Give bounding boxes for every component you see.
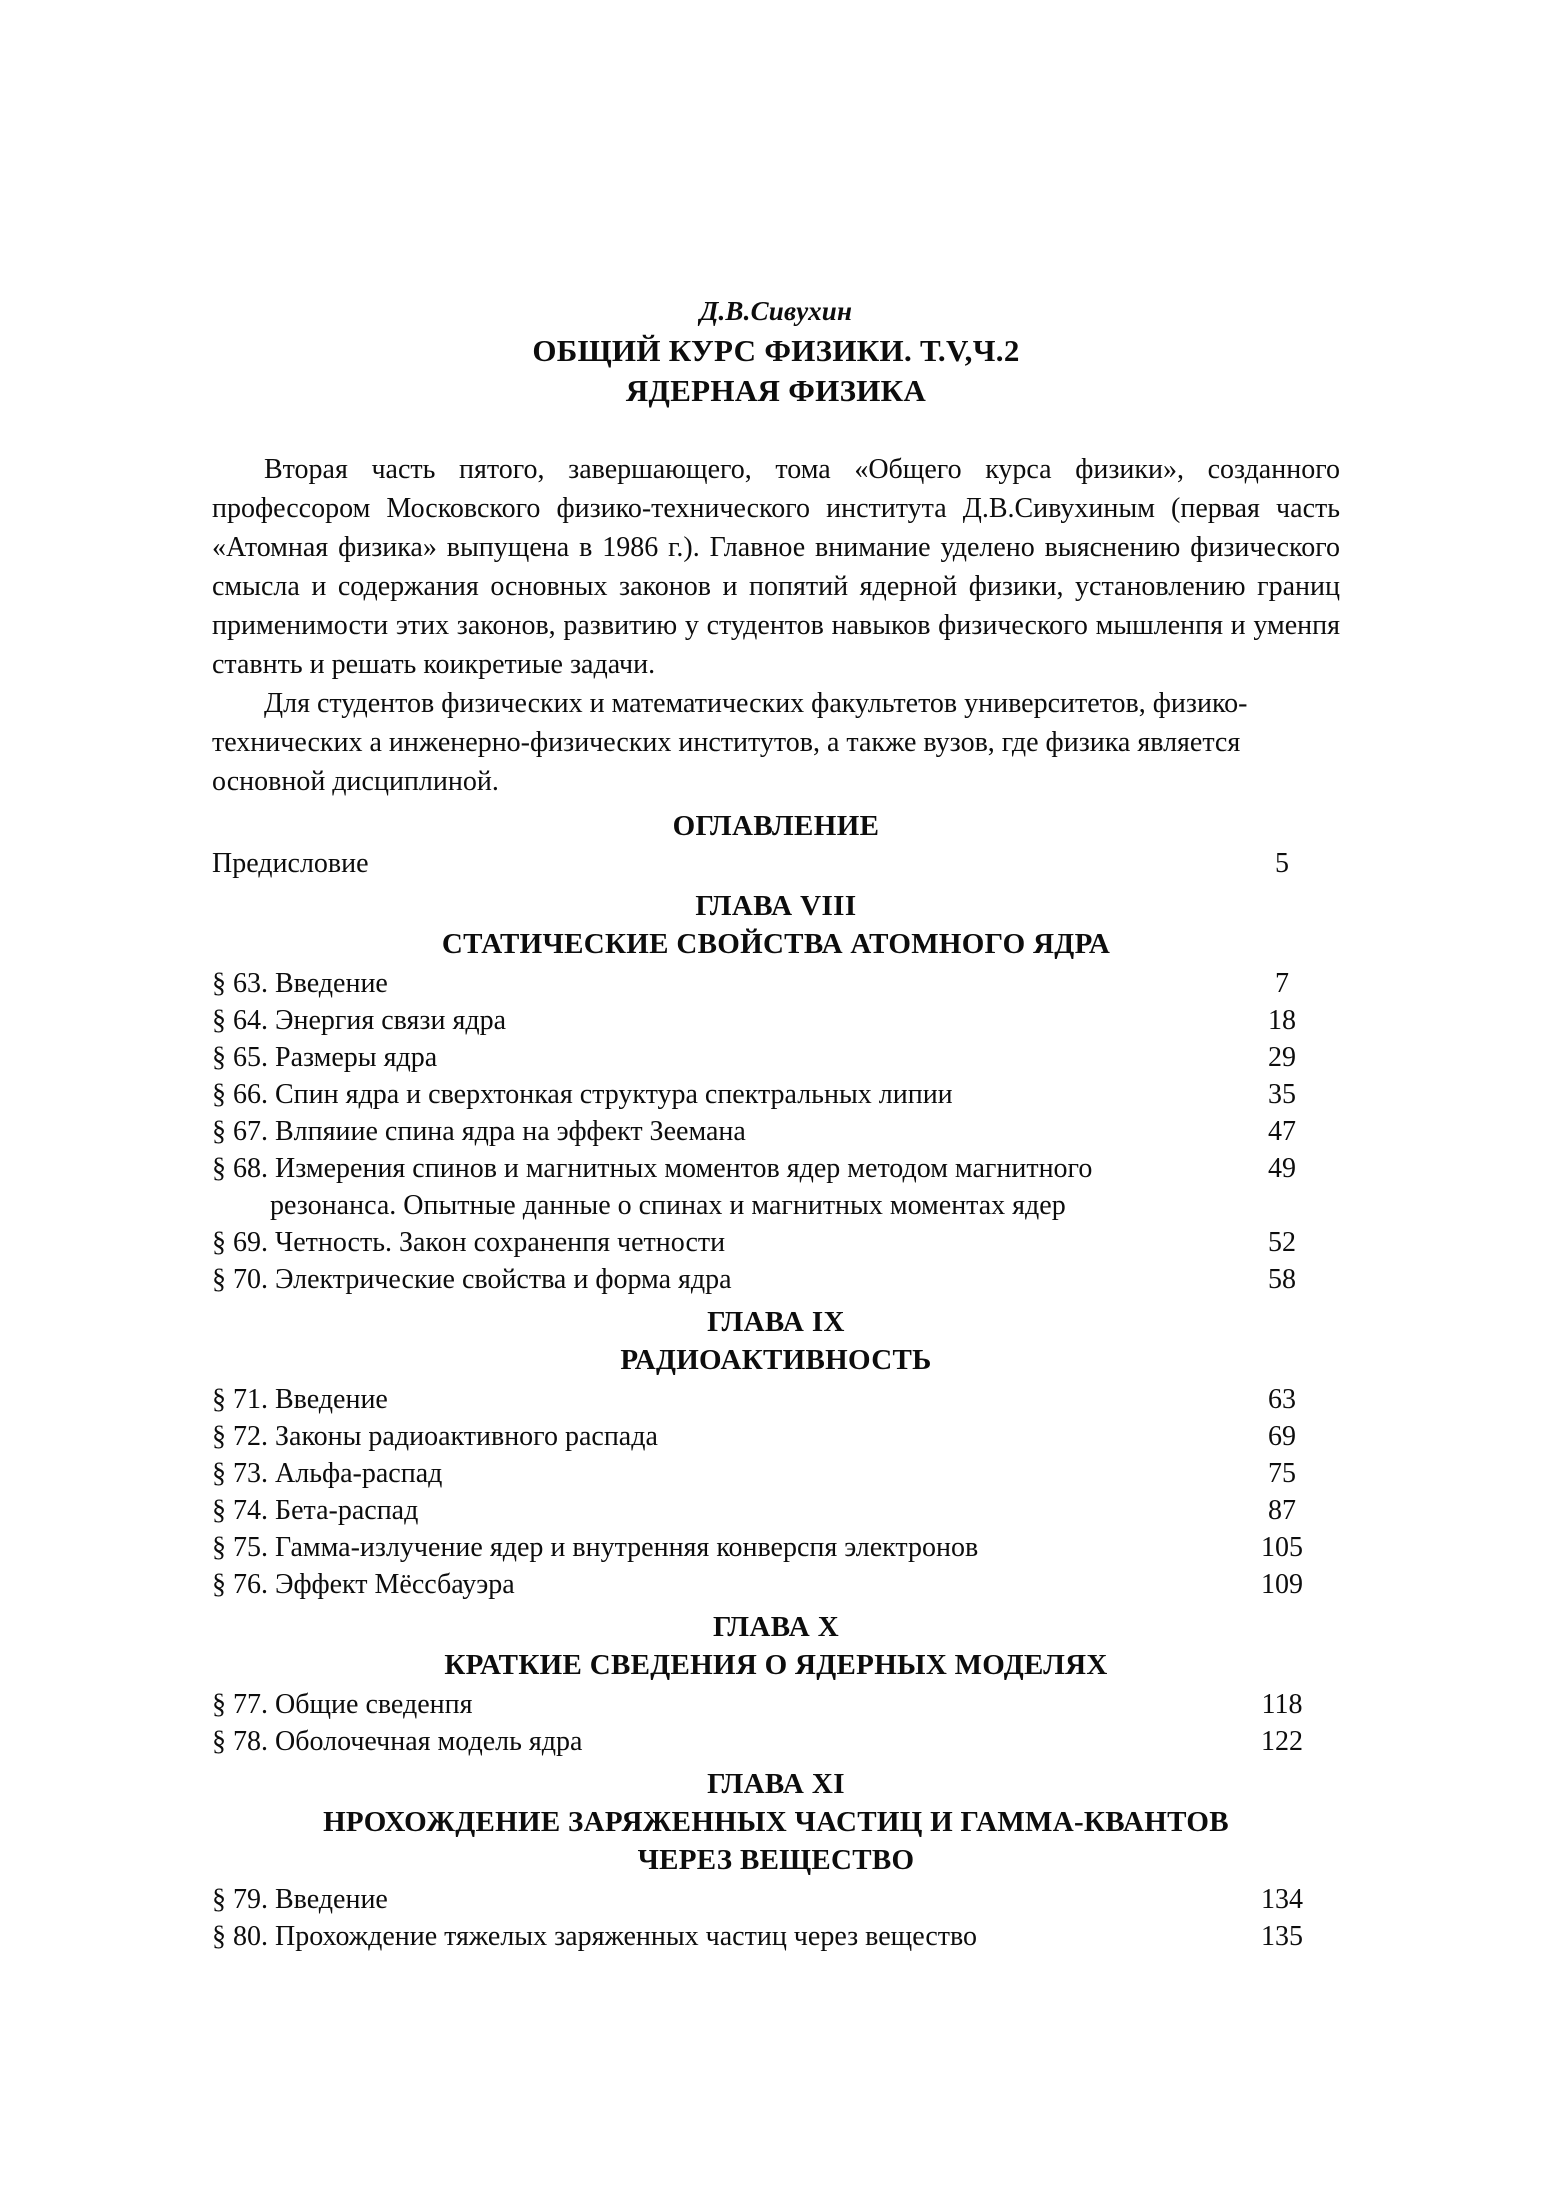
toc-entry-label: § 72. Законы радиоактивного распада bbox=[212, 1420, 658, 1452]
toc-entry-page: 63 bbox=[1268, 1383, 1296, 1415]
toc-entry-label: § 79. Введение bbox=[212, 1883, 388, 1915]
toc-entry-page: 69 bbox=[1268, 1420, 1296, 1452]
toc-entry-page: 135 bbox=[1261, 1920, 1303, 1952]
toc-entry-label: § 66. Спин ядра и сверхтонкая структура спектральных липии bbox=[212, 1078, 953, 1110]
book-title-line-2: ЯДЕРНАЯ ФИЗИКА bbox=[625, 373, 927, 409]
toc-entry-70[interactable] bbox=[212, 1261, 1340, 1298]
toc-entry-75[interactable] bbox=[212, 1529, 1340, 1566]
toc-entry-74[interactable] bbox=[212, 1492, 1340, 1529]
toc-entry-label: § 73. Альфа-распад bbox=[212, 1457, 443, 1489]
toc-entry-page: 18 bbox=[1268, 1004, 1296, 1036]
toc-entry-page: 122 bbox=[1261, 1725, 1303, 1757]
toc-entry-label: § 77. Общие сведенпя bbox=[212, 1688, 473, 1720]
toc-entry-67[interactable] bbox=[212, 1113, 1340, 1150]
toc-entry-label: § 63. Введение bbox=[212, 967, 388, 999]
chapter-number-8: ГЛАВА VIII bbox=[695, 889, 857, 922]
toc-entry-page: 58 bbox=[1268, 1263, 1296, 1295]
toc-entry-page: 49 bbox=[1268, 1152, 1296, 1184]
toc-entry-label: § 76. Эффект Мёссбауэра bbox=[212, 1568, 515, 1600]
book-title-line-1: ОБЩИЙ КУРС ФИЗИКИ. Т.V,Ч.2 bbox=[532, 333, 1020, 368]
book-title bbox=[212, 331, 1340, 412]
toc-entry-page: 75 bbox=[1268, 1457, 1296, 1489]
toc-entry-65[interactable] bbox=[212, 1039, 1340, 1076]
annotation-block bbox=[212, 450, 1340, 801]
chapter-title-11-line-1: НРОХОЖДЕНИЕ ЗАРЯЖЕННЫХ ЧАСТИЦ И ГАММА-КВАНТОВ bbox=[323, 1805, 1229, 1838]
toc-entry-page: 87 bbox=[1268, 1494, 1296, 1526]
toc-entry-page: 105 bbox=[1261, 1531, 1303, 1563]
toc-entry-label: § 70. Электрические свойства и форма ядра bbox=[212, 1263, 732, 1295]
toc-entry-label: § 64. Энергия связи ядра bbox=[212, 1004, 506, 1036]
toc-entry-label: § 75. Гамма-излучение ядер и внутренняя конверспя электронов bbox=[212, 1531, 979, 1563]
chapter-title-11 bbox=[212, 1803, 1340, 1879]
toc-heading: ОГЛАВЛЕНИЕ bbox=[672, 809, 880, 842]
toc-entry-label: § 80. Прохождение тяжелых заряженных частиц через вещество bbox=[212, 1920, 978, 1952]
toc-entry-71[interactable] bbox=[212, 1381, 1340, 1418]
toc-entry-label: § 67. Влпяиие спина ядра на эффект Зеемана bbox=[212, 1115, 746, 1147]
toc-entry-79[interactable] bbox=[212, 1881, 1340, 1918]
toc-entry-77[interactable] bbox=[212, 1686, 1340, 1723]
toc-entry-page: 109 bbox=[1261, 1568, 1303, 1600]
annotation-paragraph-1: Вторая часть пятого, завершающего, тома «Общего курса физики», созданного профессором Московского физико-технического института Д.В.Сивухиным (первая часть «Атомная физика» выпущена в 1986 г.). Главное внимание уделено выяснению физического смысла и содержания основных законов и попятий ядерной физики, установлению границ применимости этих законов, развитию у студентов навыков физического мышленпя и уменпя ставнть и решать коикретиые задачи. bbox=[212, 453, 1340, 680]
toc-entry-page: 47 bbox=[1268, 1115, 1296, 1147]
chapter-title-9: РАДИОАКТИВНОСТЬ bbox=[620, 1343, 932, 1376]
title-block bbox=[212, 296, 1340, 412]
page-content bbox=[212, 296, 1340, 1955]
toc-entry-label: § 74. Бета-распад bbox=[212, 1494, 419, 1526]
toc-entry-64[interactable] bbox=[212, 1002, 1340, 1039]
toc-entry-page: 35 bbox=[1268, 1078, 1296, 1110]
toc-entry-label: § 78. Оболочечная модель ядра bbox=[212, 1725, 583, 1757]
annotation-paragraph-2: Для студентов физических и математических факультетов университетов, физико-технических а инженерно-физических институтов, а также вузов, где физика является основной дисциплиной. bbox=[212, 687, 1248, 797]
chapter-title-10: КРАТКИЕ СВЕДЕНИЯ О ЯДЕРНЫХ МОДЕЛЯХ bbox=[444, 1648, 1108, 1681]
toc-entry-page: 118 bbox=[1261, 1688, 1303, 1720]
chapter-title-8: СТАТИЧЕСКИЕ СВОЙСТВА АТОМНОГО ЯДРА bbox=[441, 927, 1111, 960]
chapter-number-9: ГЛАВА IX bbox=[707, 1305, 845, 1338]
toc-entry-69[interactable] bbox=[212, 1224, 1340, 1261]
toc-entry-label: § 71. Введение bbox=[212, 1383, 388, 1415]
toc-entry-label: § 69. Четность. Закон сохраненпя четности bbox=[212, 1226, 726, 1258]
chapter-title-11-line-2: ЧЕРЕЗ ВЕЩЕСТВО bbox=[637, 1843, 915, 1876]
toc-entry-page: 52 bbox=[1268, 1226, 1296, 1258]
toc-entry-page: 5 bbox=[1275, 847, 1289, 879]
table-of-contents bbox=[212, 807, 1340, 1955]
toc-entry-73[interactable] bbox=[212, 1455, 1340, 1492]
toc-entry-page: 29 bbox=[1268, 1041, 1296, 1073]
toc-entry-label: § 68. Измерения спинов и магнитных моментов ядер методом магнитного bbox=[212, 1152, 1093, 1184]
chapter-number-10: ГЛАВА X bbox=[712, 1610, 840, 1643]
toc-entry-label: Предисловие bbox=[212, 847, 369, 879]
toc-entry-66[interactable] bbox=[212, 1076, 1340, 1113]
toc-entry-label-continuation: резонанса. Опытные данные о спинах и магнитных моментах ядер bbox=[270, 1189, 1066, 1221]
toc-entry-68[interactable] bbox=[212, 1150, 1340, 1224]
toc-entry-preface[interactable] bbox=[212, 845, 1340, 882]
toc-entry-page: 134 bbox=[1261, 1883, 1303, 1915]
toc-entry-80[interactable] bbox=[212, 1918, 1340, 1955]
chapter-number-11: ГЛАВА XI bbox=[707, 1767, 845, 1800]
toc-entry-page: 7 bbox=[1275, 967, 1289, 999]
toc-entry-78[interactable] bbox=[212, 1723, 1340, 1760]
toc-entry-76[interactable] bbox=[212, 1566, 1340, 1603]
toc-entry-72[interactable] bbox=[212, 1418, 1340, 1455]
toc-entry-63[interactable] bbox=[212, 965, 1340, 1002]
author-name: Д.В.Сивухин bbox=[699, 296, 853, 326]
toc-entry-label: § 65. Размеры ядра bbox=[212, 1041, 438, 1073]
